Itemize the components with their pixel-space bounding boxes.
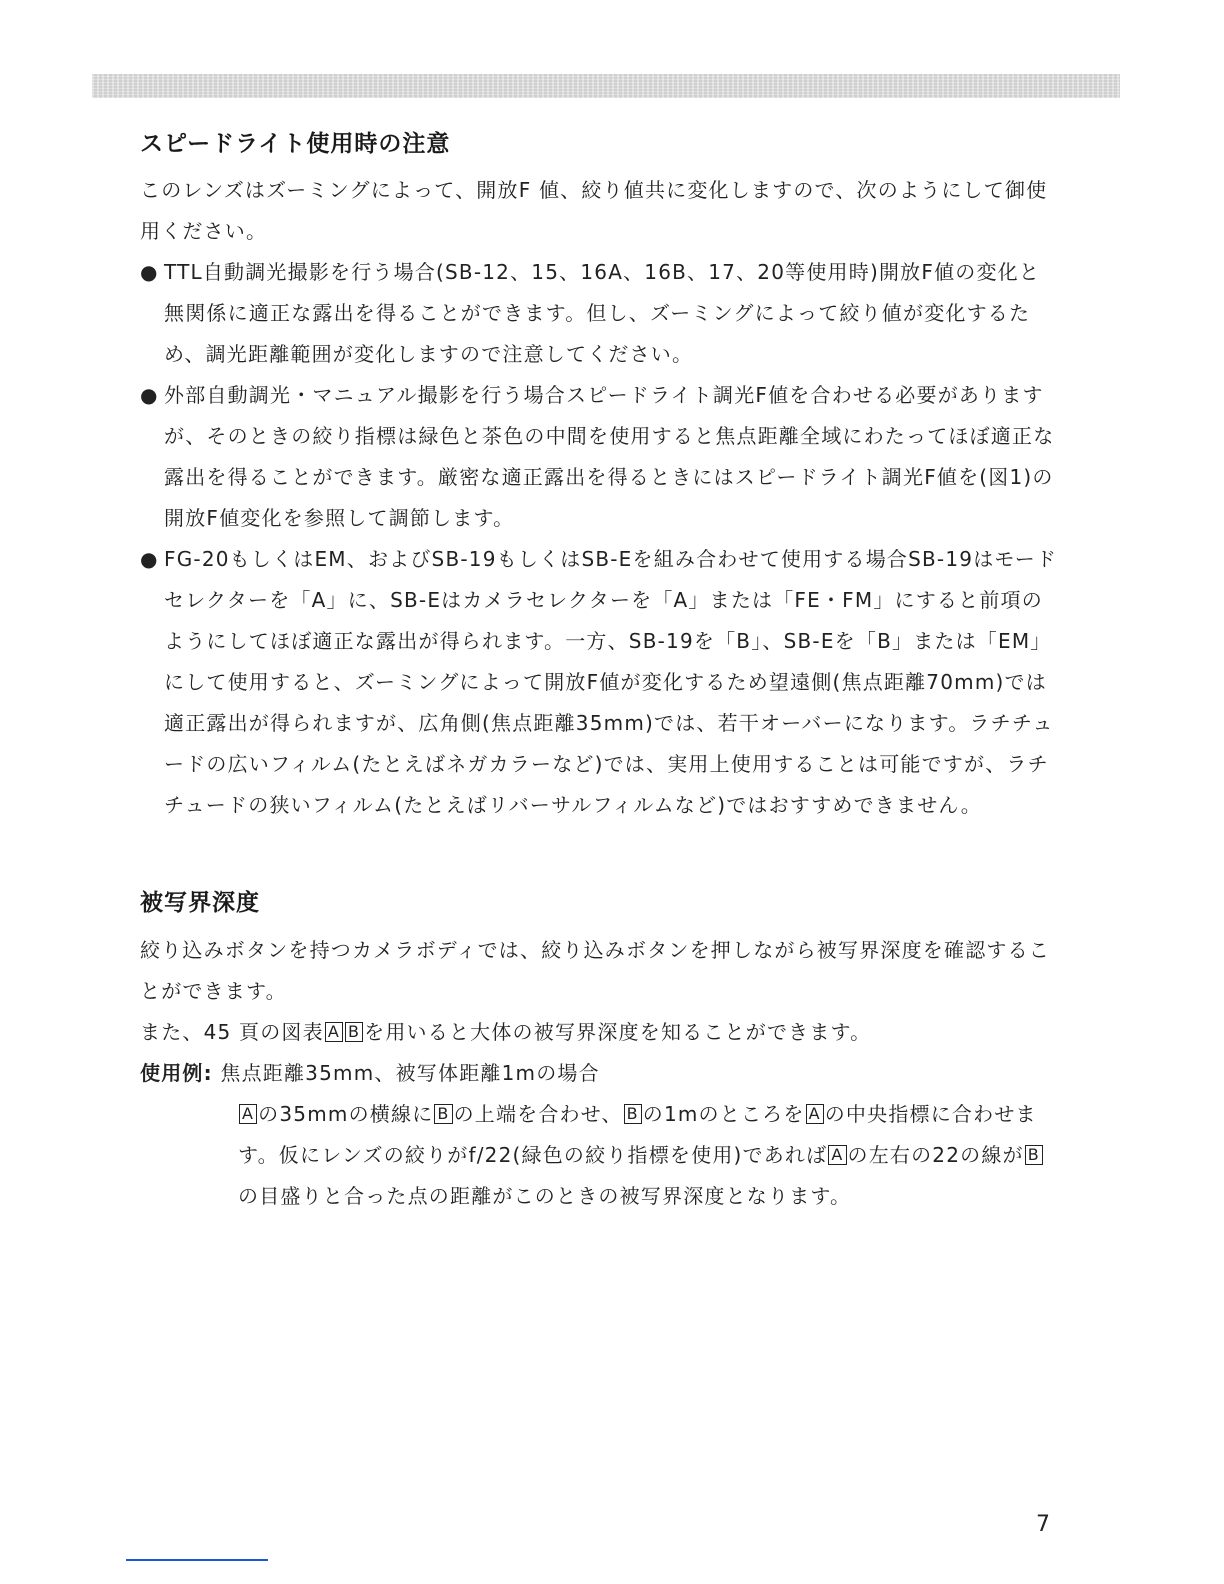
depth-of-field-heading: 被写界深度 bbox=[140, 890, 260, 916]
box-label-a: A bbox=[806, 1104, 824, 1124]
example-row bbox=[140, 1053, 600, 1094]
box-label-a: A bbox=[325, 1022, 343, 1042]
box-label-b: B bbox=[1025, 1145, 1043, 1165]
speedlight-intro: このレンズはズーミングによって、開放F 値、絞り値共に変化しますので、次のようにして御使用ください。 bbox=[140, 178, 1048, 243]
para2-text-before: また、45 頁の図表 bbox=[140, 1020, 324, 1044]
para2-text-after: を用いると大体の被写界深度を知ることができます。 bbox=[364, 1020, 872, 1044]
example-seg2: の上端を合わせ、 bbox=[453, 1102, 623, 1126]
bullet-mark: ● bbox=[140, 260, 159, 284]
example-seg5: の左右の22の線が bbox=[847, 1143, 1024, 1167]
box-label-a: A bbox=[828, 1145, 846, 1165]
bullet-external-auto-text: 外部自動調光・マニュアル撮影を行う場合スピードライト調光F値を合わせる必要がありますが、そのときの絞り指標は緑色と茶色の中間を使用すると焦点距離全域にわたってほぼ適正な露出を得ることができます。厳密な適正露出を得るときにはスピードライト調光F値を(図1)の開放F値変化を参照して調節します。 bbox=[164, 383, 1055, 530]
example-seg6: の目盛りと合った点の距離がこのときの被写界深度となります。 bbox=[238, 1184, 852, 1208]
depth-of-field-para2 bbox=[140, 1012, 1060, 1053]
box-label-b: B bbox=[434, 1104, 452, 1124]
footer-link-underline bbox=[126, 1559, 268, 1561]
example-seg4: の中央指標に合わせます。仮にレンズの絞りがf/22(緑色の絞り指標を使用)であれば bbox=[238, 1102, 1037, 1167]
example-title: 焦点距離35mm、被写体距離1mの場合 bbox=[220, 1061, 600, 1085]
bullet-ttl-text: TTL自動調光撮影を行う場合(SB-12、15、16A、16B、17、20等使用時)開放F値の変化と無関係に適正な露出を得ることができます。但し、ズーミングによって絞り値が変化するため、調光距離範囲が変化しますので注意してください。 bbox=[164, 260, 1041, 366]
box-label-b: B bbox=[624, 1104, 642, 1124]
bullet-ttl bbox=[140, 252, 1060, 375]
top-decorative-band bbox=[92, 74, 1120, 98]
depth-of-field-para1: 絞り込みボタンを持つカメラボディでは、絞り込みボタンを押しながら被写界深度を確認することができます。 bbox=[140, 938, 1050, 1003]
example-body bbox=[238, 1094, 1060, 1217]
bullet-mark: ● bbox=[140, 383, 159, 407]
example-seg1: の35mmの横線に bbox=[258, 1102, 434, 1126]
page-number: 7 bbox=[1036, 1512, 1050, 1537]
example-seg3: の1mのところを bbox=[642, 1102, 805, 1126]
box-label-a: A bbox=[239, 1104, 257, 1124]
bullet-mark: ● bbox=[140, 547, 159, 571]
bullet-external-auto bbox=[140, 375, 1060, 539]
bullet-fg20-text: FG-20もしくはEM、およびSB-19もしくはSB-Eを組み合わせて使用する場合SB-19はモードセレクターを「A」に、SB-Eはカメラセレクターを「A」または「FE・FM」にすると前項のようにしてほぼ適正な露出が得られます。一方、SB-19を「B」、SB-Eを「B」または「EM」にして使用すると、ズーミングによって開放F値が変化するため望遠側(焦点距離70mm)では適正露出が得られますが、広角側(焦点距離35mm)では、若干オーバーになります。ラチチュードの広いフィルム(たとえばネガカラーなど)では、実用上使用することは可能ですが、ラチチュードの狭いフィルム(たとえばリバーサルフィルムなど)ではおすすめできません。 bbox=[164, 547, 1058, 817]
speedlight-heading: スピードライト使用時の注意 bbox=[140, 131, 451, 157]
bullet-fg20 bbox=[140, 539, 1060, 826]
example-label: 使用例: bbox=[140, 1061, 213, 1085]
box-label-b: B bbox=[345, 1022, 363, 1042]
